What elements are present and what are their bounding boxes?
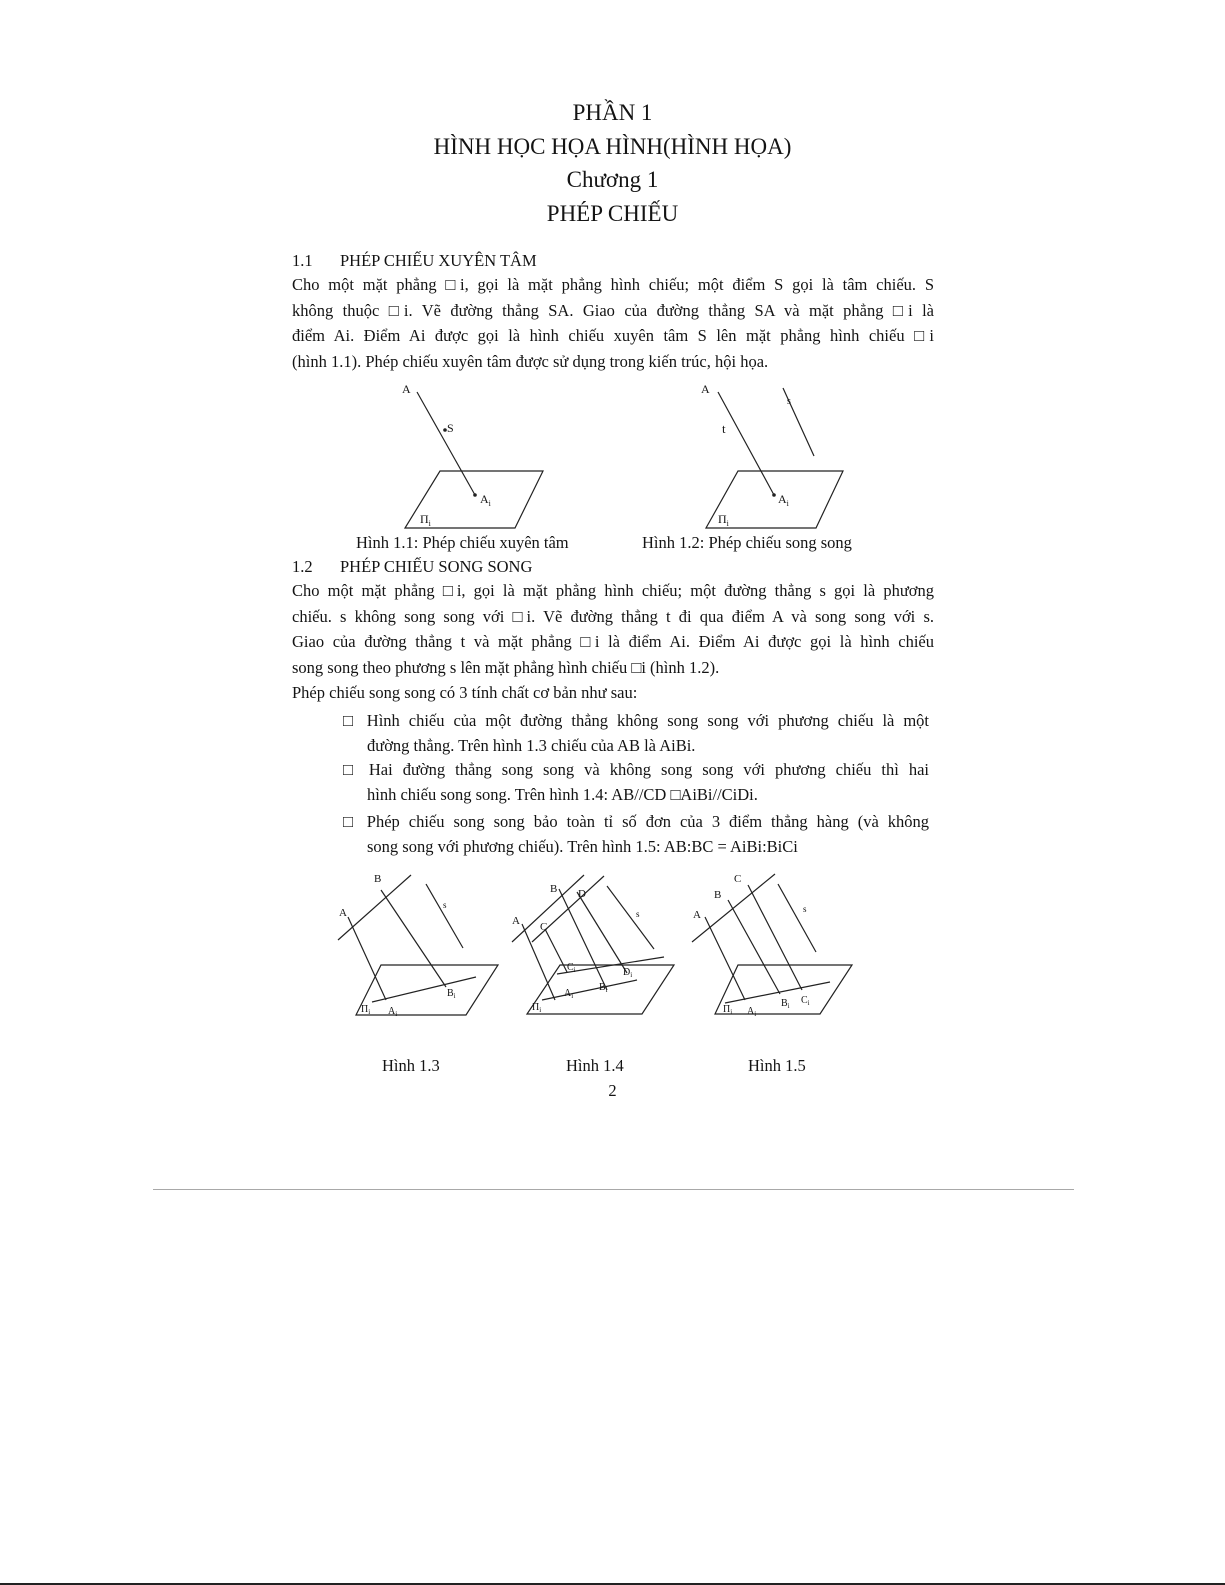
label-Pi: $\Pi_i$ bbox=[723, 1004, 733, 1016]
label-s: s bbox=[803, 904, 807, 914]
section-number: 1.1 bbox=[292, 251, 313, 270]
projected-point bbox=[473, 493, 477, 497]
label-Pi: $\Pi_i$ bbox=[718, 512, 729, 528]
section-1-2-heading bbox=[292, 557, 532, 577]
direction-line-s bbox=[778, 884, 816, 952]
projection-line bbox=[417, 392, 475, 495]
figure-1-3-caption: Hình 1.3 bbox=[382, 1056, 440, 1075]
projection-line-A bbox=[348, 917, 386, 1000]
section-1-2-paragraph bbox=[292, 578, 934, 680]
label-A: A bbox=[512, 915, 520, 927]
projection-line-B bbox=[559, 889, 607, 990]
label-A: A bbox=[701, 382, 710, 396]
property-bullet-1 bbox=[343, 709, 929, 758]
label-D: D bbox=[578, 888, 586, 900]
paragraph-line: Giao của đường thẳng t và mặt phẳng □i là điểm Ai. Điểm Ai được gọi là hình chiếu bbox=[292, 632, 934, 651]
label-A: A bbox=[693, 909, 701, 921]
property-bullet-2 bbox=[343, 758, 929, 807]
label-Ai: $A_i$ bbox=[747, 1006, 757, 1018]
subject-title: HÌNH HỌC HỌA HÌNH(HÌNH HỌA) bbox=[433, 134, 792, 159]
figure-1-1-caption: Hình 1.1: Phép chiếu xuyên tâm bbox=[356, 533, 569, 552]
direction-line-s bbox=[426, 884, 463, 948]
paragraph-line: song song theo phương s lên mặt phẳng hình chiếu □i (hình 1.2). bbox=[292, 657, 720, 677]
projection-line-C bbox=[748, 885, 802, 990]
bullet-line: hình chiếu song song. Trên hình 1.4: AB//CD □AiBi//CiDi. bbox=[367, 784, 758, 804]
projected-line-AiBi bbox=[372, 977, 476, 1002]
section-1-1-heading bbox=[292, 251, 537, 271]
bullet-line: đường thẳng. Trên hình 1.3 chiếu của AB là AiBi. bbox=[367, 735, 696, 755]
label-Ai: $A_i$ bbox=[564, 988, 574, 1000]
direction-line-s bbox=[607, 886, 654, 949]
paragraph-line: điểm Ai. Điểm Ai được gọi là hình chiếu xuyên tâm S lên mặt phẳng hình chiếu □i bbox=[292, 326, 934, 345]
label-S: S bbox=[447, 421, 454, 435]
section-1-1-paragraph bbox=[292, 272, 934, 374]
bullet-line: □ Hình chiếu của một đường thẳng không song song với phương chiếu là một bbox=[343, 711, 929, 730]
label-A: A bbox=[402, 382, 411, 396]
projection-line-A bbox=[705, 917, 745, 1000]
label-Ai: $A_i$ bbox=[778, 492, 789, 508]
label-s: s bbox=[787, 396, 791, 407]
figure-1-2-parallel-projection bbox=[698, 383, 888, 533]
label-Pi: $\Pi_i$ bbox=[532, 1002, 542, 1014]
line-AB bbox=[512, 875, 584, 942]
projection-line-D bbox=[577, 892, 627, 973]
bullet-line: □ Phép chiếu song song bảo toàn tỉ số đơn của 3 điểm thẳng hàng (và không bbox=[343, 812, 929, 831]
label-Bi: $B_i$ bbox=[447, 988, 456, 1000]
paragraph-line: (hình 1.1). Phép chiếu xuyên tâm được sử dụng trong kiến trúc, hội họa. bbox=[292, 351, 769, 371]
property-bullet-3 bbox=[343, 810, 929, 859]
bullet-line: □ Hai đường thẳng song song và không song song với phương chiếu thì hai bbox=[343, 760, 929, 779]
label-A: A bbox=[339, 907, 347, 919]
figure-1-4-caption: Hình 1.4 bbox=[566, 1056, 624, 1075]
section-number: 1.2 bbox=[292, 557, 313, 576]
label-s: s bbox=[636, 909, 640, 919]
label-Ci: $C_i$ bbox=[567, 962, 576, 974]
label-Bi: $B_i$ bbox=[781, 998, 790, 1010]
figure-1-1-central-projection bbox=[395, 383, 585, 533]
projected-line-AiBi bbox=[542, 980, 637, 1000]
part-title: PHẦN 1 bbox=[572, 100, 653, 125]
chapter-number: Chương 1 bbox=[566, 167, 659, 192]
bullet-line: song song với phương chiếu). Trên hình 1.5: AB:BC = AiBi:BiCi bbox=[367, 836, 798, 856]
figure-1-5 bbox=[690, 872, 860, 1022]
label-Bi: $B_i$ bbox=[599, 982, 608, 994]
label-Pi: $\Pi_i$ bbox=[361, 1004, 371, 1016]
chapter-title: PHÉP CHIẾU bbox=[546, 201, 679, 226]
label-Ci: $C_i$ bbox=[801, 995, 810, 1007]
label-B: B bbox=[550, 883, 558, 895]
paragraph-line: Cho một mặt phẳng □i, gọi là mặt phẳng hình chiếu; một đường thẳng s gọi là phương bbox=[292, 581, 934, 600]
paragraph-line: chiếu. s không song song với □i. Vẽ đường thẳng t đi qua điểm A và song song với s. bbox=[292, 606, 934, 626]
figure-1-3 bbox=[336, 872, 506, 1022]
properties-intro: Phép chiếu song song có 3 tính chất cơ bản như sau: bbox=[292, 683, 638, 702]
paragraph-line: Cho một mặt phẳng □i, gọi là mặt phẳng hình chiếu; một điểm S gọi là tâm chiếu. S bbox=[292, 275, 934, 294]
label-Ai: $A_i$ bbox=[480, 492, 491, 508]
label-t: t bbox=[722, 421, 726, 436]
figure-1-4 bbox=[512, 872, 682, 1022]
label-B: B bbox=[374, 873, 382, 885]
page-number: 2 bbox=[608, 1081, 617, 1100]
label-s: s bbox=[443, 900, 447, 910]
projection-line-B bbox=[381, 890, 446, 987]
projection-line-C bbox=[545, 929, 567, 972]
paragraph-line: không thuộc □i. Vẽ đường thẳng SA. Giao của đường thẳng SA và mặt phẳng □i là bbox=[292, 300, 934, 320]
label-Di: $D_i$ bbox=[623, 967, 633, 979]
label-Ai: $A_i$ bbox=[388, 1006, 398, 1018]
label-C: C bbox=[734, 873, 742, 885]
projection-plane bbox=[356, 965, 498, 1015]
section-title: PHÉP CHIẾU XUYÊN TÂM bbox=[340, 251, 537, 270]
page-divider bbox=[153, 1189, 1074, 1190]
section-title: PHÉP CHIẾU SONG SONG bbox=[340, 557, 533, 576]
figure-1-2-caption: Hình 1.2: Phép chiếu song song bbox=[642, 533, 852, 552]
label-Pi: $\Pi_i$ bbox=[420, 512, 431, 528]
line-t bbox=[718, 392, 774, 495]
label-C: C bbox=[540, 921, 548, 933]
figure-1-5-caption: Hình 1.5 bbox=[748, 1056, 806, 1075]
label-B: B bbox=[714, 889, 722, 901]
projected-point bbox=[772, 493, 776, 497]
